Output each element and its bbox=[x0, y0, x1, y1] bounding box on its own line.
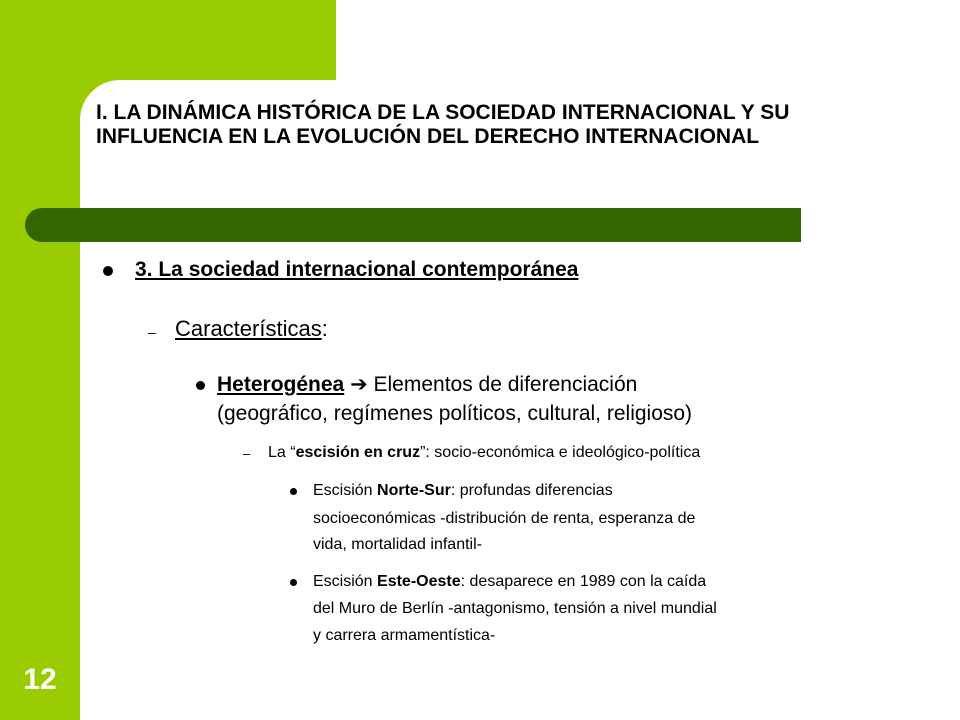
escision-prefix: La “ bbox=[268, 444, 296, 461]
este-oeste-line1-rest: : desaparece en 1989 con la caída bbox=[460, 573, 707, 590]
bullet-icon bbox=[290, 488, 297, 495]
page-number: 12 bbox=[23, 663, 57, 696]
section-heading: 3. La sociedad internacional contemporánea bbox=[135, 258, 579, 281]
escision-term: escisión en cruz bbox=[295, 444, 421, 461]
heterogenea-line-1 bbox=[217, 371, 637, 398]
dash-icon: – bbox=[243, 446, 251, 461]
este-oeste-line-3: y carrera armamentística- bbox=[313, 627, 496, 644]
bullet-icon bbox=[196, 381, 205, 390]
este-oeste-term: Este-Oeste bbox=[377, 573, 461, 590]
characteristics-line bbox=[175, 316, 328, 342]
norte-sur-line-1 bbox=[313, 479, 613, 503]
escision-line bbox=[268, 442, 700, 464]
arrow-right-icon: ➔ bbox=[350, 373, 368, 396]
dash-icon: – bbox=[148, 324, 156, 340]
este-oeste-prefix: Escisión bbox=[313, 573, 378, 590]
este-oeste-line-2: del Muro de Berlín -antagonismo, tensión a nivel mundial bbox=[313, 600, 717, 617]
characteristics-colon: : bbox=[321, 316, 328, 341]
bullet-icon bbox=[290, 579, 297, 586]
norte-sur-line-3: vida, mortalidad infantil- bbox=[313, 536, 482, 553]
slide-title: I. LA DINÁMICA HISTÓRICA DE LA SOCIEDAD INTERNACIONAL Y SU INFLUENCIA EN LA EVOLUCIÓN DEL DERECHO INTERNACIONAL bbox=[96, 101, 790, 148]
norte-sur-term: Norte-Sur bbox=[377, 482, 451, 499]
norte-sur-prefix: Escisión bbox=[313, 482, 378, 499]
bullet-icon bbox=[103, 266, 113, 276]
escision-suffix: ”: socio-económica e ideológico-política bbox=[420, 444, 701, 461]
norte-sur-line1-rest: : profundas diferencias bbox=[450, 482, 613, 499]
este-oeste-line-1 bbox=[313, 570, 706, 594]
heterogenea-line-2: (geográfico, regímenes políticos, cultural, religioso) bbox=[217, 402, 693, 425]
norte-sur-line-2: socioeconómicas -distribución de renta, esperanza de bbox=[313, 510, 696, 527]
heterogenea-term: Heterogénea bbox=[217, 373, 345, 396]
characteristics-label: Características bbox=[175, 316, 322, 341]
heterogenea-text: Elementos de diferenciación bbox=[367, 373, 638, 396]
title-underline-bar bbox=[25, 208, 801, 242]
